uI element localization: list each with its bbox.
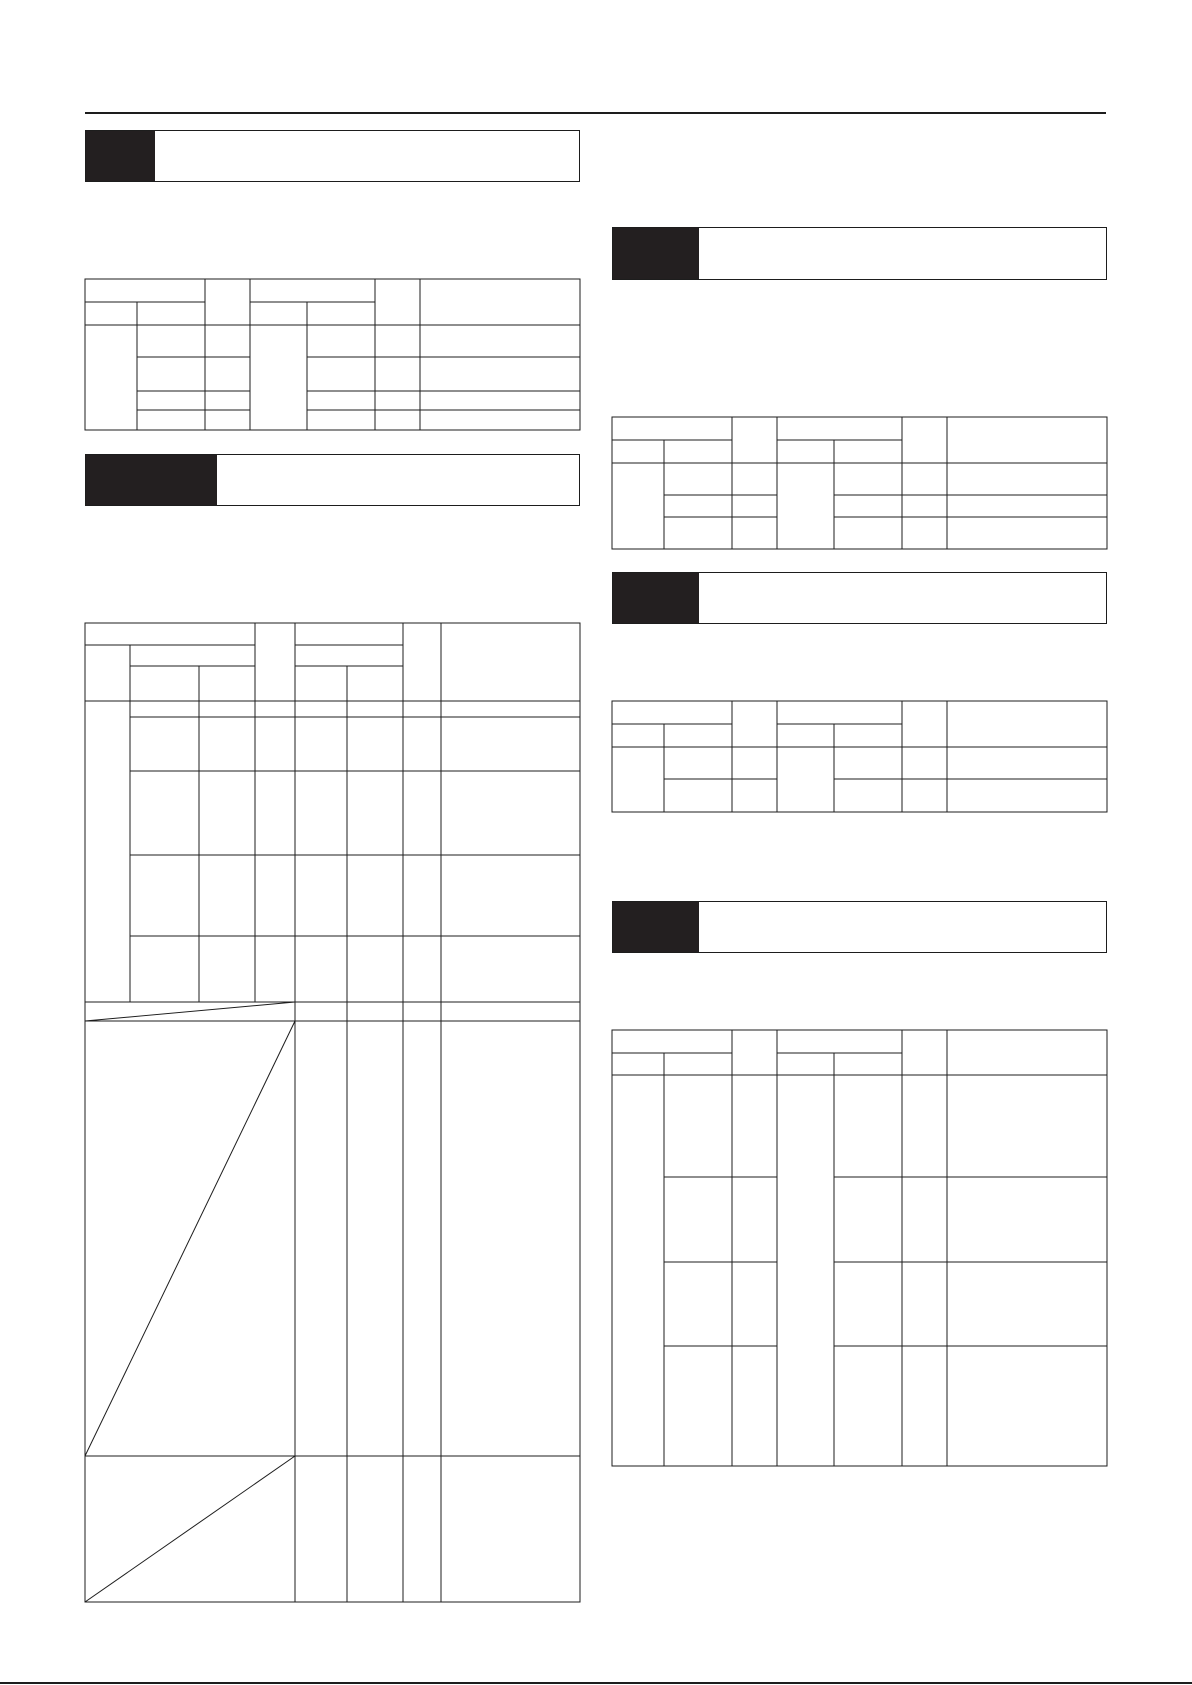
section-header-5 [612, 901, 1107, 953]
section-title [226, 455, 571, 505]
section-header-4 [612, 572, 1107, 624]
section-marker [86, 131, 155, 181]
table-1 [85, 279, 581, 431]
section-title [164, 131, 571, 181]
section-header-1 [85, 130, 580, 182]
section-title [708, 228, 1098, 279]
section-title [708, 573, 1098, 623]
table-4 [612, 701, 1108, 813]
table-5 [612, 1030, 1108, 1467]
section-title [708, 902, 1098, 952]
section-marker [86, 455, 217, 505]
top-rule [85, 112, 1106, 114]
section-marker [613, 902, 699, 952]
bottom-rule [0, 1682, 1192, 1684]
section-marker [613, 573, 699, 623]
section-header-2 [85, 454, 580, 506]
table-2 [85, 623, 581, 1603]
section-marker [613, 228, 699, 279]
table-3 [612, 417, 1108, 550]
section-header-3 [612, 227, 1107, 280]
